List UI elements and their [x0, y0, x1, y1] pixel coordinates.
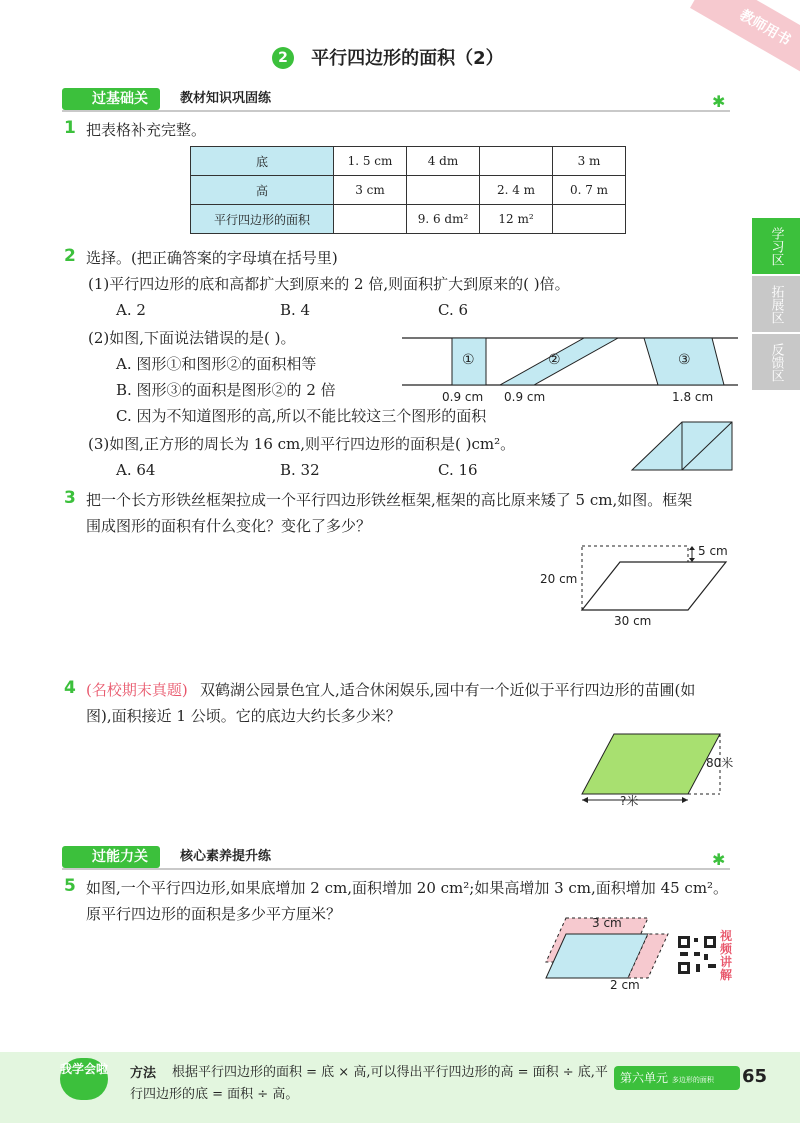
top-increase-label: 3 cm — [592, 916, 622, 930]
table-row — [191, 147, 626, 176]
subquestion-stem: (3)如图,正方形的周长为 16 cm,则平行四边形的面积是( )cm²。 — [88, 435, 516, 453]
table-cell: 平行四边形的面积 — [191, 205, 334, 234]
unit-tab — [614, 1066, 740, 1090]
question-text: 双鹤湖公园景色宜人,适合休闲娱乐,园中有一个近似于平行四边形的苗圃(如 — [200, 681, 696, 699]
question-text: 围成图形的面积有什么变化？变化了多少？ — [86, 517, 372, 535]
star-icon: ✱ — [712, 850, 726, 869]
question-number: 4 — [64, 678, 76, 698]
star-icon: ✱ — [712, 92, 726, 111]
table-cell: 3 cm — [334, 176, 407, 205]
question-text: 把一个长方形铁丝框架拉成一个平行四边形铁丝框架,框架的高比原来矮了 5 cm,如图。框架 — [86, 491, 693, 509]
fill-table — [190, 146, 626, 234]
question-number: 5 — [64, 876, 76, 896]
unit-title: 第六单元 — [620, 1071, 669, 1085]
corner-stamp-text: 教师用书 — [736, 7, 794, 49]
section-ability-subtitle: 核心素养提升练 — [180, 849, 272, 864]
question-text: 选择。(把正确答案的字母填在括号里) — [86, 249, 338, 267]
option-b[interactable]: B. 图形③的面积是图形②的 2 倍 — [116, 381, 336, 399]
table-cell: 0. 7 m — [553, 176, 626, 205]
nursery-field-figure — [576, 728, 726, 804]
table-cell: 9. 6 dm² — [407, 205, 480, 234]
table-cell[interactable] — [480, 147, 553, 176]
base-label: ?米 — [620, 794, 639, 808]
learned-badge: 我学会啦 — [60, 1058, 108, 1100]
base-label-1: 0.9 cm — [442, 390, 484, 404]
table-cell[interactable] — [553, 205, 626, 234]
table-cell: 底 — [191, 147, 334, 176]
lesson-header — [272, 44, 504, 70]
shape-label-1: ① — [462, 352, 475, 368]
base-label-2: 0.9 cm — [504, 390, 546, 404]
method-text: 根据平行四边形的面积 = 底 × 高,可以得出平行四边形的高 = 面积 ÷ 底,平 — [172, 1065, 608, 1080]
page-title: 平行四边形的面积（2） — [311, 48, 504, 69]
subquestion-stem: (2)如图,下面说法错误的是( )。 — [88, 329, 296, 347]
option-b[interactable]: B. 4 — [280, 301, 311, 319]
option-c[interactable]: C. 因为不知道图形的高,所以不能比较这三个图形的面积 — [116, 407, 487, 425]
corner-stamp — [690, 0, 800, 83]
option-b[interactable]: B. 32 — [280, 461, 320, 479]
table-cell: 4 dm — [407, 147, 480, 176]
option-a[interactable]: A. 图形①和图形②的面积相等 — [116, 355, 317, 373]
option-a[interactable]: A. 2 — [116, 301, 146, 319]
section-ability-tag: 过能力关 — [62, 846, 160, 868]
height-label: 80米 — [706, 756, 734, 770]
table-cell: 3 m — [553, 147, 626, 176]
unit-subtitle: 多边形的面积 — [671, 1076, 714, 1084]
table-cell: 2. 4 m — [480, 176, 553, 205]
shape-label-2: ② — [548, 352, 561, 368]
option-c[interactable]: C. 6 — [438, 301, 469, 319]
base-increase-label: 2 cm — [610, 978, 640, 992]
option-a[interactable]: A. 64 — [116, 461, 156, 479]
section-basic — [62, 88, 730, 112]
video-explain-label[interactable]: 视频讲解 — [720, 929, 733, 982]
question-text: 图),面积接近 1 公顷。它的底边大约长多少米？ — [86, 707, 401, 725]
subquestion-stem: (1)平行四边形的底和高都扩大到原来的 2 倍,则面积扩大到原来的( )倍。 — [88, 275, 570, 293]
question-text: 把表格补充完整。 — [86, 121, 207, 139]
table-cell: 1. 5 cm — [334, 147, 407, 176]
question-number: 1 — [64, 118, 76, 138]
question-text: 原平行四边形的面积是多少平方厘米？ — [86, 905, 342, 923]
section-ability — [62, 846, 730, 870]
table-cell: 高 — [191, 176, 334, 205]
question-number: 3 — [64, 488, 76, 508]
section-basic-subtitle: 教材知识巩固练 — [180, 91, 272, 106]
qr-code-icon[interactable] — [676, 934, 718, 976]
option-c[interactable]: C. 16 — [438, 461, 478, 479]
side-tab-study[interactable]: 学习区 — [752, 218, 800, 274]
table-row — [191, 176, 626, 205]
question-text: 如图,一个平行四边形,如果底增加 2 cm,面积增加 20 cm²;如果高增加 3 cm,面积增加 45 cm²。 — [86, 879, 729, 897]
table-cell: 12 m² — [480, 205, 553, 234]
section-basic-tag: 过基础关 — [62, 88, 160, 110]
height-label: 20 cm — [540, 572, 578, 586]
square-parallelogram-figure — [630, 418, 740, 474]
method-text: 行四边形的底 = 面积 ÷ 高。 — [130, 1087, 299, 1102]
question-number: 2 — [64, 246, 76, 266]
side-tab-extend[interactable]: 拓展区 — [752, 276, 800, 332]
question-tag: (名校期末真题) — [86, 681, 188, 699]
drop-label: 5 cm — [698, 544, 728, 558]
page-number: 65 — [742, 1066, 768, 1087]
table-cell[interactable] — [407, 176, 480, 205]
base-label: 30 cm — [614, 614, 652, 628]
base-label-3: 1.8 cm — [672, 390, 714, 404]
lesson-badge: 2 — [272, 47, 294, 69]
method-label: 方法 — [130, 1066, 157, 1081]
table-cell[interactable] — [334, 205, 407, 234]
table-row — [191, 205, 626, 234]
side-tab-feedback[interactable]: 反馈区 — [752, 334, 800, 390]
footer — [0, 1052, 800, 1123]
shape-label-3: ③ — [678, 352, 691, 368]
